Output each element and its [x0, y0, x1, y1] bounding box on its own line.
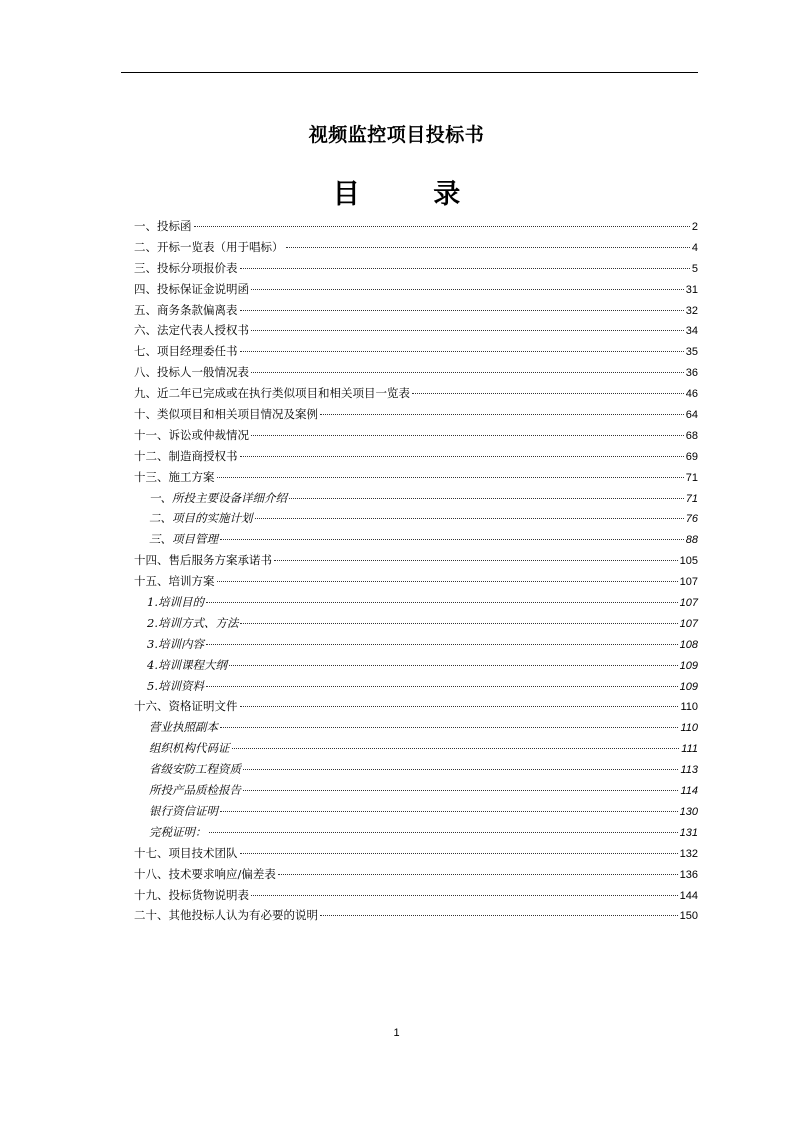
toc-entry-label: 3.培训内容	[147, 636, 204, 651]
dot-leader	[206, 602, 678, 603]
toc-entry-page: 131	[679, 826, 698, 839]
toc-entry-page: 71	[685, 492, 698, 505]
toc-entry-page: 110	[680, 701, 698, 714]
toc-entry-page: 107	[679, 597, 698, 610]
toc-subentry[interactable]	[134, 676, 698, 697]
toc-entry-19[interactable]	[134, 885, 698, 906]
toc-entry-page: 108	[679, 638, 698, 651]
toc-entry-18[interactable]	[134, 864, 698, 885]
toc-subentry[interactable]	[134, 488, 698, 509]
toc-entry-15[interactable]	[134, 571, 698, 592]
toc-subentry[interactable]	[134, 759, 698, 780]
document-title: 视频监控项目投标书	[308, 124, 485, 146]
dot-leader	[217, 477, 684, 478]
toc-entry-label: 三、投标分项报价表	[134, 260, 238, 275]
toc-entry-page: 68	[685, 429, 698, 442]
dot-leader	[274, 560, 678, 561]
toc-entry-page: 88	[685, 534, 698, 547]
toc-entry-page: 144	[679, 889, 698, 902]
toc-subentry[interactable]	[134, 822, 698, 843]
page-number: 1	[393, 1027, 400, 1039]
dot-leader	[220, 727, 678, 728]
toc-entry-6[interactable]	[134, 320, 698, 341]
toc-entry-page: 130	[679, 805, 698, 818]
toc-subentry[interactable]	[134, 801, 698, 822]
toc-entry-page: 46	[685, 388, 698, 401]
dot-leader	[289, 498, 684, 499]
toc-subentry[interactable]	[134, 529, 698, 550]
toc-subentry[interactable]	[134, 592, 698, 613]
toc-entry-1[interactable]	[134, 216, 698, 237]
toc-entry-8[interactable]	[134, 362, 698, 383]
toc-entry-label: 十九、投标货物说明表	[134, 887, 249, 902]
dot-leader	[240, 268, 690, 269]
toc-entry-page: 132	[679, 847, 698, 860]
toc-entry-label: 1.培训目的	[147, 595, 204, 610]
dot-leader	[209, 832, 678, 833]
toc-entry-page: 2	[691, 221, 698, 233]
toc-entry-page: 114	[680, 785, 698, 798]
toc-entry-page: 111	[681, 743, 698, 756]
toc-entry-4[interactable]	[134, 279, 698, 300]
toc-entry-label: 十六、资格证明文件	[134, 699, 238, 714]
toc-entry-3[interactable]	[134, 258, 698, 279]
toc-heading: 目 录	[332, 179, 493, 210]
toc-subentry[interactable]	[134, 655, 698, 676]
dot-leader	[220, 539, 684, 540]
dot-leader	[240, 623, 677, 624]
toc-entry-label: 一、投标函	[134, 219, 192, 233]
dot-leader	[206, 644, 678, 645]
dot-leader	[240, 456, 684, 457]
toc-entry-label: 五、商务条款偏离表	[134, 302, 238, 317]
toc-entry-label: 4.培训课程大纲	[147, 657, 227, 672]
dot-leader	[251, 372, 684, 373]
toc-entry-17[interactable]	[134, 843, 698, 864]
toc-entry-label: 营业执照副本	[149, 720, 218, 735]
dot-leader	[240, 853, 678, 854]
toc-entry-label: 九、近二年已完成或在执行类似项目和相关项目一览表	[134, 386, 410, 401]
toc-entry-page: 107	[679, 576, 698, 589]
dot-leader	[240, 310, 684, 311]
toc-entry-label: 一、所投主要设备详细介绍	[149, 490, 287, 505]
dot-leader	[229, 665, 678, 666]
toc-entry-label: 十一、诉讼或仲裁情况	[134, 427, 249, 442]
dot-leader	[412, 393, 684, 394]
toc-entry-label: 三、项目管理	[149, 532, 218, 547]
dot-leader	[278, 874, 678, 875]
toc-entry-7[interactable]	[134, 341, 698, 362]
toc-entry-page: 69	[685, 450, 698, 463]
toc-entry-page: 31	[685, 283, 698, 296]
toc-subentry[interactable]	[134, 508, 698, 529]
toc-entry-page: 107	[679, 617, 698, 630]
toc-entry-label: 二、开标一览表（用于唱标）	[134, 239, 284, 254]
toc-entry-page: 76	[685, 513, 698, 526]
dot-leader	[320, 414, 684, 415]
toc-entry-page: 150	[679, 910, 698, 923]
toc-entry-page: 136	[679, 868, 698, 881]
toc-entry-12[interactable]	[134, 446, 698, 467]
dot-leader	[194, 226, 690, 227]
dot-leader	[251, 435, 684, 436]
dot-leader	[243, 790, 678, 791]
toc-entry-label: 5.培训资料	[147, 678, 204, 693]
toc-entry-label: 十、类似项目和相关项目情况及案例	[134, 407, 318, 422]
toc-entry-page: 5	[691, 262, 698, 275]
toc-entry-label: 十二、制造商授权书	[134, 448, 238, 463]
toc-entry-label: 组织机构代码证	[149, 741, 230, 756]
dot-leader	[251, 289, 684, 290]
toc-entry-page: 71	[685, 471, 698, 484]
toc-entry-16[interactable]	[134, 696, 698, 717]
table-of-contents	[134, 216, 698, 926]
toc-entry-page: 35	[685, 346, 698, 359]
toc-entry-11[interactable]	[134, 425, 698, 446]
toc-entry-label: 十七、项目技术团队	[134, 845, 238, 860]
toc-entry-page: 113	[680, 764, 698, 777]
toc-entry-page: 32	[685, 304, 698, 317]
toc-entry-9[interactable]	[134, 383, 698, 404]
dot-leader	[251, 895, 678, 896]
toc-entry-page: 109	[679, 680, 698, 693]
toc-entry-label: 所投产品质检报告	[149, 783, 241, 798]
toc-subentry[interactable]	[134, 634, 698, 655]
dot-leader	[243, 769, 678, 770]
toc-entry-label: 十五、培训方案	[134, 574, 215, 589]
dot-leader	[320, 915, 678, 916]
toc-entry-5[interactable]	[134, 300, 698, 321]
toc-entry-page: 34	[685, 325, 698, 338]
dot-leader	[232, 748, 680, 749]
toc-entry-10[interactable]	[134, 404, 698, 425]
toc-entry-label: 六、法定代表人授权书	[134, 323, 249, 338]
toc-entry-label: 省级安防工程资质	[149, 762, 241, 777]
toc-entry-label: 八、投标人一般情况表	[134, 365, 249, 380]
toc-entry-label: 七、项目经理委任书	[134, 344, 238, 359]
dot-leader	[240, 351, 684, 352]
toc-entry-page: 36	[685, 367, 698, 380]
toc-entry-page: 109	[679, 659, 698, 672]
toc-entry-page: 64	[685, 409, 698, 422]
toc-entry-label: 四、投标保证金说明函	[134, 281, 249, 296]
dot-leader	[206, 686, 678, 687]
toc-entry-page: 4	[691, 241, 698, 254]
toc-entry-label: 二十、其他投标人认为有必要的说明	[134, 908, 318, 923]
toc-entry-label: 2.培训方式、方法	[147, 615, 239, 630]
toc-subentry[interactable]	[134, 780, 698, 801]
toc-entry-label: 十八、技术要求响应/偏差表	[134, 866, 276, 881]
toc-entry-label: 银行资信证明	[149, 803, 218, 818]
dot-leader	[240, 706, 679, 707]
toc-entry-page: 110	[680, 722, 698, 735]
dot-leader	[217, 581, 678, 582]
toc-entry-2[interactable]	[134, 237, 698, 258]
dot-leader	[286, 247, 690, 248]
toc-subentry[interactable]	[134, 613, 698, 634]
toc-entry-label: 二、项目的实施计划	[149, 511, 253, 526]
toc-entry-page: 105	[679, 555, 698, 568]
toc-entry-14[interactable]	[134, 550, 698, 571]
dot-leader	[251, 330, 684, 331]
toc-entry-label: 十四、售后服务方案承诺书	[134, 553, 272, 568]
toc-entry-label: 完税证明：	[149, 824, 207, 839]
header-rule	[121, 72, 698, 73]
toc-entry-13[interactable]	[134, 467, 698, 488]
toc-entry-label: 十三、施工方案	[134, 469, 215, 484]
toc-subentry[interactable]	[134, 738, 698, 759]
dot-leader	[220, 811, 678, 812]
dot-leader	[255, 518, 684, 519]
toc-entry-20[interactable]	[134, 905, 698, 926]
toc-subentry[interactable]	[134, 717, 698, 738]
